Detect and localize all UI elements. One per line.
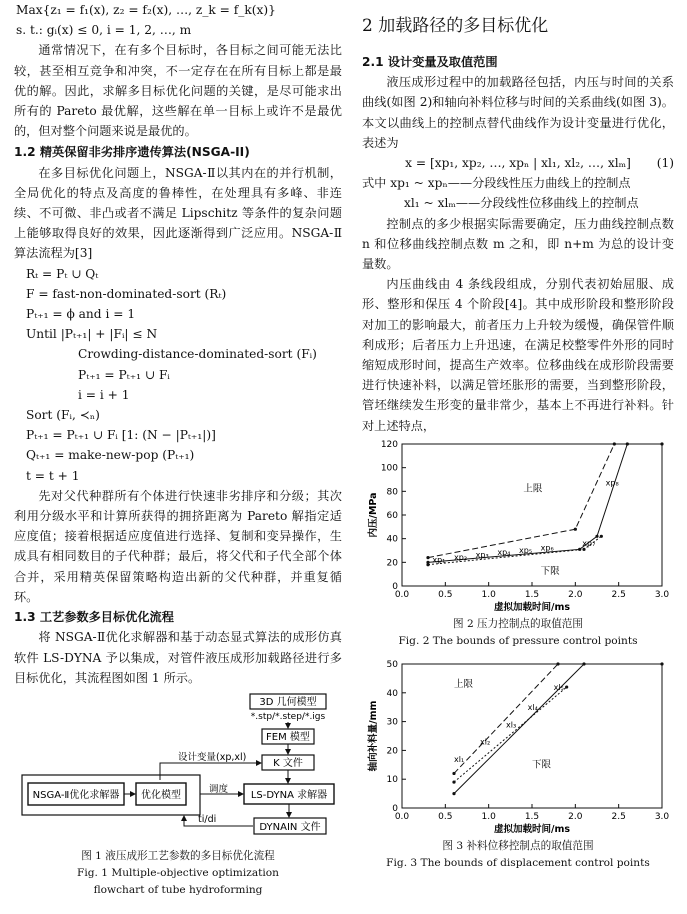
plot-frame (402, 664, 662, 808)
annotation-label: xp₆ (540, 543, 554, 553)
y-tick-label: 60 (386, 510, 398, 521)
call-label: 调度 (209, 783, 229, 795)
annotation-label: xp₇ (582, 538, 596, 548)
left-column (14, 0, 342, 899)
pressure-chart-svg (362, 436, 674, 616)
box-k-label: K 文件 (273, 757, 303, 769)
x-axis-label: 虚拟加载时间/ms (493, 601, 571, 613)
x-tick-label: 0.0 (394, 811, 410, 822)
y-axis-label: 轴向补料量/mm (368, 700, 379, 772)
paragraph: 先对父代种群所有个体进行快速非劣排序和分级；其次利用分级水平和计算所获得的拥挤距离为 Pareto 解指定适应度值；接着根据适应度值进行选择、复制和变异操作，生成具有相同数目的子代种群；最后，将父代和子代全部个体合并，采用精英保留策略构造出新的父代种群，并重复循环。 (14, 488, 342, 604)
fig1-caption-cn: 图 1 液压成形工艺参数的多目标优化流程 (81, 849, 275, 862)
algorithm-line: t = t + 1 (26, 468, 80, 483)
paragraph: 内压曲线由 4 条线段组成，分别代表初始屈服、成形、整形和保压 4 个阶段[4]。其中成形阶段和整形阶段对加工的影响最大，前者压力上升较为缓慢，确保管件顺利成形；后者压力上升迅速，在满足校整零件外形的同时缩短成形时间，提高生产效率。位移曲线在成形阶段需要进行快速补料，以满足管坯胀形的需要，当到整形阶段，管坯继续发生形变的量非常少，基本上不再进行补料。针对上述特点， (362, 277, 674, 433)
fig3-caption-en: Fig. 3 The bounds of displacement control points (386, 856, 650, 869)
annotation-label: xp₅ (519, 545, 533, 555)
objective-line: Max{z₁ = f₁(x), z₂ = f₂(x), …, z_k = f_k(x)} (16, 3, 276, 17)
data-point (565, 685, 568, 688)
fig2-caption-cn: 图 2 压力控制点的取值范围 (452, 617, 583, 630)
data-point (595, 535, 598, 538)
displacement-chart-svg (362, 656, 674, 838)
algorithm-line: Rₜ = Pₜ ∪ Qₜ (26, 266, 99, 281)
data-point (582, 662, 585, 665)
box-dynain-label: DYNAIN 文件 (259, 821, 321, 833)
algorithm-line: Qₜ₊₁ = make-new-pop (Pₜ₊₁) (26, 448, 195, 463)
data-point (426, 563, 429, 566)
design-variable-label: 设计变量(xp,xl) (178, 751, 247, 763)
file-types-label: *.stp/*.step/*.igs (250, 711, 326, 722)
y-tick-label: 40 (386, 688, 398, 699)
equation-1 (362, 153, 674, 173)
y-tick-label: 20 (386, 746, 398, 757)
y-tick-label: 40 (386, 534, 398, 545)
algorithm-line: Pₜ₊₁ = Pₜ₊₁ ∪ Fᵢ (78, 367, 170, 382)
box-fem-label: FEM 模型 (266, 731, 310, 743)
where-line-2: xl₁ ~ xlₘ——分段线性位移曲线上的控制点 (404, 196, 639, 211)
figure-3-caption (362, 838, 674, 872)
paragraph: 将 NSGA-Ⅱ优化求解器和基于动态显式算法的成形仿真软件 LS-DYNA 予以集成，对管件液压成形加载路径进行多目标优化，其流程图如图 1 所示。 (14, 630, 342, 685)
annotation-label: xl₄ (527, 702, 538, 712)
fig1-caption-en-2: flowchart of tube hydroforming (93, 883, 263, 896)
y-tick-label: 0 (392, 581, 398, 592)
y-tick-label: 120 (380, 439, 398, 450)
annotation-label: xl₁ (454, 754, 465, 764)
x-axis-label: 虚拟加载时间/ms (493, 823, 571, 835)
annotation-label: xp₂ (454, 552, 468, 562)
section-heading-1-2: 1.2 精英保留非劣排序遗传算法(NSGA-II) (14, 145, 250, 160)
section-heading-2: 2 加载路径的多目标优化 (362, 16, 549, 36)
equation-number: (1) (656, 156, 674, 171)
data-point (452, 772, 455, 775)
equation-body: x = [xp₁, xp₂, …, xpₙ | xl₁, xl₂, …, xlₘ] (405, 156, 631, 171)
y-tick-label: 100 (380, 463, 398, 474)
annotation-label: xl₂ (480, 737, 491, 747)
box-nsga-label: NSGA-Ⅱ优化求解器 (32, 789, 120, 801)
box-lsdyna-label: LS-DYNA 求解器 (250, 789, 328, 801)
algorithm-line: Sort (Fᵢ, ≺ₙ) (26, 408, 100, 423)
annotation-label: 上限 (454, 678, 474, 690)
flowchart-svg (14, 688, 342, 866)
x-tick-label: 0.5 (438, 589, 453, 600)
data-point (660, 442, 663, 445)
annotation-label: xl₃ (506, 720, 517, 730)
section-heading-2-1: 2.1 设计变量及取值范围 (362, 55, 498, 69)
fig1-caption-en-1: Fig. 1 Multiple-objective optimization (77, 866, 279, 879)
paragraph: 液压成形过程中的加载路径包括，内压与时间的关系曲线(如图 2)和轴向补料位移与时间的关系曲线(如图 3)。本文以曲线上的控制点替代曲线作为设计变量进行优化，表述为 (362, 75, 674, 150)
box-3d-model-label: 3D 几何模型 (259, 696, 317, 708)
paragraph: 通常情况下，在有多个目标时，各目标之间可能无法比较，甚至相互竞争和冲突，不一定存在在所有目标上都是最优的解。因此，求解多目标优化问题的关键，是尽可能求出所有的 Pareto 最优解，这些解在单一目标上或许不是最优的，但对整个问题来说是最优的。 (14, 43, 342, 139)
algorithm-line: Until |Pₜ₊₁| + |Fᵢ| ≤ N (26, 327, 158, 342)
annotation-label: xp₈ (605, 478, 619, 488)
data-point (452, 780, 455, 783)
x-tick-label: 0.0 (394, 589, 410, 600)
data-point (452, 792, 455, 795)
y-axis-label: 内压/MPa (368, 492, 379, 538)
paragraph: 控制点的多少根据实际需要确定，压力曲线控制点数 n 和位移曲线控制点数 m 之和，即 n+m 为总的设计变量数。 (362, 216, 674, 272)
y-tick-label: 10 (386, 775, 398, 786)
data-point (426, 556, 429, 559)
y-tick-label: 50 (386, 659, 398, 670)
box-opt-label: 优化模型 (141, 789, 181, 801)
x-tick-label: 2.5 (611, 589, 626, 600)
x-tick-label: 3.0 (654, 589, 670, 600)
x-tick-label: 1.5 (524, 811, 540, 822)
x-tick-label: 1.0 (481, 589, 496, 600)
data-point (613, 442, 616, 445)
annotation-label: 下限 (540, 566, 560, 578)
algorithm-line: F = fast-non-dominated-sort (Rₜ) (26, 286, 227, 301)
right-column (362, 0, 674, 872)
annotation-label: xp₄ (497, 548, 511, 558)
algorithm-line: i = i + 1 (78, 387, 130, 402)
x-tick-label: 2.0 (568, 589, 583, 600)
figure-1-flowchart (14, 688, 342, 866)
annotation-label: xp₃ (475, 550, 489, 560)
annotation-label: 下限 (532, 759, 552, 771)
paragraph: 在多目标优化问题上，NSGA-Ⅱ以其内在的并行机制，全局优化的特点及高度的鲁棒性，在处理具有多峰、非连续、不可微、非凸或者不满足 Lipschitz 等条件的复杂问题上能够取得良好的效果，因此逐渐得到广泛应用。NSGA-Ⅱ算法流程为[3] (14, 165, 342, 261)
figure-2-pressure-chart (362, 436, 674, 616)
constraint-line: s. t.: gᵢ(x) ≤ 0, i = 1, 2, …, m (16, 23, 192, 38)
annotation-label: xp₁ (432, 555, 446, 565)
figure-3-displacement-chart (362, 656, 674, 838)
data-point (582, 548, 585, 551)
data-point (626, 442, 629, 445)
figure-2-caption (362, 616, 674, 650)
x-tick-label: 1.5 (524, 589, 540, 600)
plot-frame (402, 444, 662, 586)
x-tick-label: 2.5 (611, 811, 626, 822)
x-tick-label: 1.0 (481, 811, 496, 822)
data-point (600, 535, 603, 538)
fig3-caption-cn: 图 3 补料位移控制点的取值范围 (442, 839, 594, 852)
x-tick-label: 0.5 (438, 811, 453, 822)
x-tick-label: 2.0 (568, 811, 583, 822)
y-tick-label: 30 (386, 717, 398, 728)
annotation-label: 上限 (523, 483, 543, 495)
y-tick-label: 0 (392, 803, 398, 814)
algorithm-line: Pₜ₊₁ = ϕ and i = 1 (26, 307, 136, 322)
data-point (660, 662, 663, 665)
algorithm-line: Crowding-distance-dominated-sort (Fᵢ) (78, 347, 317, 362)
y-tick-label: 20 (386, 558, 398, 569)
where-line-1: 式中 xp₁ ~ xpₙ——分段线性压力曲线上的控制点 (362, 176, 631, 191)
data-point (574, 527, 577, 530)
data-point (556, 662, 559, 665)
tidi-label: ti/di (198, 813, 217, 825)
x-tick-label: 3.0 (654, 811, 670, 822)
algorithm-line: Pₜ₊₁ = Pₜ₊₁ ∪ Fᵢ [1: (N − |Pₜ₊₁|)] (26, 428, 216, 443)
algorithm-listing (14, 264, 342, 486)
y-tick-label: 80 (386, 487, 398, 498)
annotation-label: xl₅ (553, 682, 564, 692)
section-heading-1-3: 1.3 工艺参数多目标优化流程 (14, 610, 174, 625)
fig2-caption-en: Fig. 2 The bounds of pressure control points (398, 634, 638, 647)
